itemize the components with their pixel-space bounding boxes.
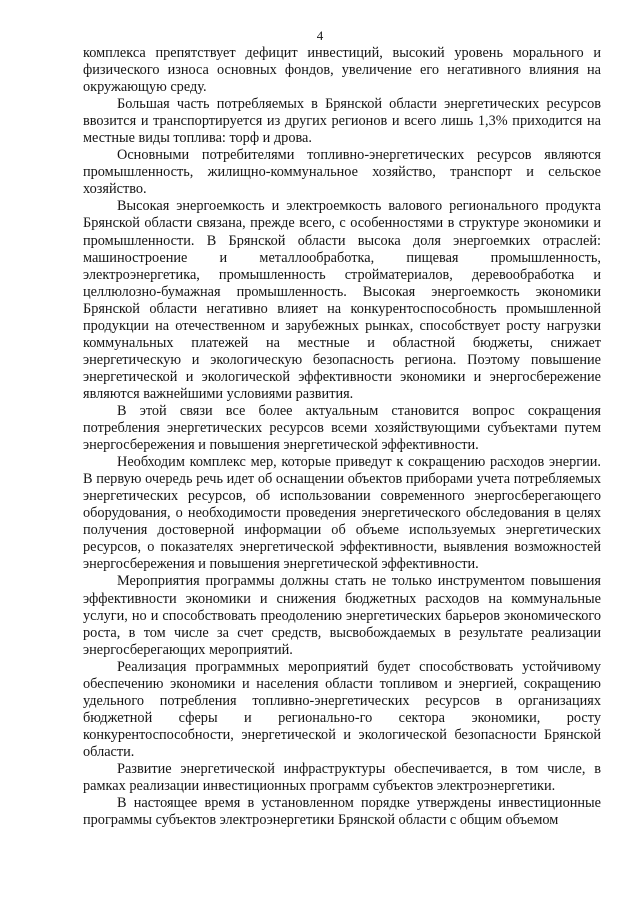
paragraph-8: Реализация программных мероприятий будет способствовать устойчивому обеспечению экономики и населения области топливом и энергией, сокращению удельного потребления топливно-энергетических ресурсов в организациях бюджетной сферы и регионально-го сектора экономики, росту конкурентоспособности, энергетической и экологической безопасности Брянской области. [83,658,601,760]
paragraph-4: Высокая энергоемкость и электроемкость валового регионального продукта Брянской области связана, прежде всего, с особенностями в структуре экономики и промышленности. В Брянской области высока доля энергоемких отраслей: машиностроение и металлообработка, пищевая промышленность, электроэнергетика, промышленность стройматериалов, деревообработка и целлюлозно-бумажная промышленность. Высокая энергоемкость экономики Брянской области негативно влияет на конкурентоспособность промышленной продукции на отечественном и зарубежных рынках, способствует росту нагрузки коммунальных платежей на местные и областной бюджеты, снижает энергетическую и экологическую безопасность региона. Поэтому повышение энергетической и экологической эффективности экономики и энергосбережение являются важнейшими условиями развития. [83,198,601,402]
paragraph-7: Мероприятия программы должны стать не только инструментом повышения эффективности экономики и снижения бюджетных расходов на коммунальные услуги, но и способствовать преодолению энергетических барьеров экономического роста, в том числе за счет средств, высвобождаемых в результате реализации энергосберегающих мероприятий. [83,573,601,658]
paragraph-5: В этой связи все более актуальным становится вопрос сокращения потребления энергетических ресурсов всеми хозяйствующими субъектами путем энергосбережения и повышения энергетической эффективности. [83,402,601,454]
paragraph-10: В настоящее время в установленном порядке утверждены инвестиционные программы субъектов электроэнергетики Брянской области с общим объемом [83,795,601,829]
paragraph-6: Необходим комплекс мер, которые приведут к сокращению расходов энергии. В первую очередь речь идет об оснащении объектов приборами учета потребляемых энергетических ресурсов, об использовании современного энергосберегающего оборудования, о необходимости проведения энергетического обследования в целях получения достоверной информации об объеме используемых энергетических ресурсов, о показателях энергетической эффективности, выявления возможностей энергосбережения и повышения энергетической эффективности. [83,454,601,573]
paragraph-3: Основными потребителями топливно-энергетических ресурсов являются промышленность, жилищно-коммунальное хозяйство, транспорт и сельское хозяйство. [83,147,601,198]
paragraph-1: комплекса препятствует дефицит инвестиций, высокий уровень морального и физического износа основных фондов, увеличение его негативного влияния на окружающую среду. [83,45,601,96]
paragraph-9: Развитие энергетической инфраструктуры обеспечивается, в том числе, в рамках реализации инвестиционных программ субъектов электроэнергетики. [83,760,601,795]
body-text [83,45,601,829]
page-number: 4 [316,28,324,43]
paragraph-2: Большая часть потребляемых в Брянской области энергетических ресурсов ввозится и транспортируется из других регионов и всего лишь 1,3% приходится на местные виды топлива: торф и дрова. [83,96,601,147]
